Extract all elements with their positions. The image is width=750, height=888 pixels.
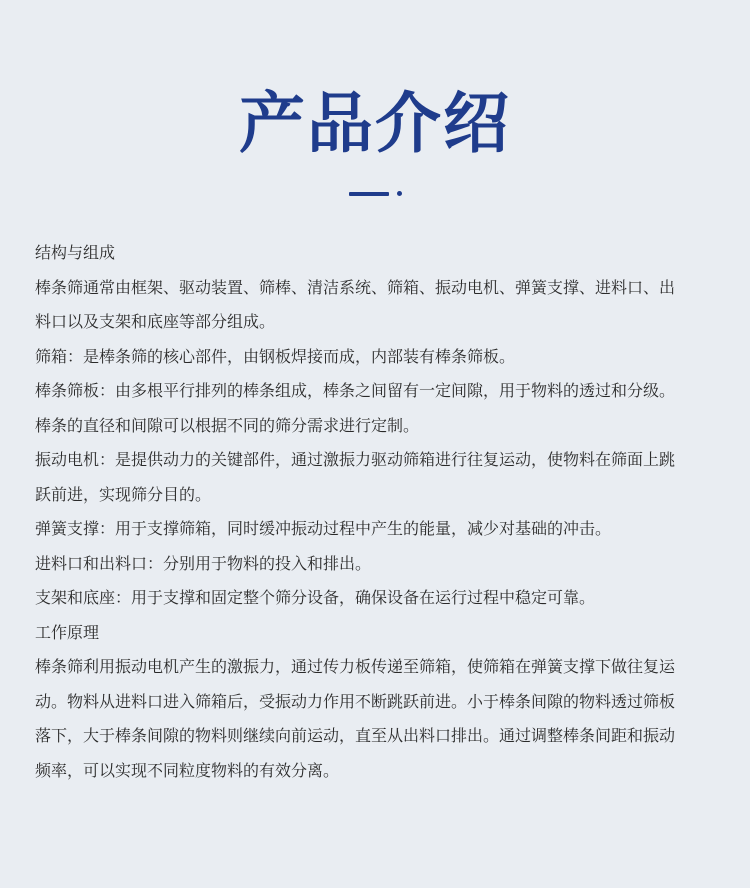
page-title: 产品介绍: [239, 85, 511, 162]
divider-dot: [397, 191, 402, 196]
principle-paragraph-line: 频率，可以实现不同粒度物料的有效分离。: [35, 760, 340, 780]
principle-paragraph-line: 落下，大于棒条间隙的物料则继续向前运动，直至从出料口排出。通过调整棒条间距和振动: [35, 726, 676, 745]
intro-body: [35, 236, 720, 788]
spring-support-text: 弹簧支撑：用于支撑筛箱，同时缓冲振动过程中产生的能量，减少对基础的冲击。: [35, 519, 612, 538]
vibration-motor-text: 跃前进，实现筛分目的。: [35, 484, 212, 504]
screen-box-text: 筛箱：是棒条筛的核心部件，由钢板焊接而成，内部装有棒条筛板。: [35, 346, 516, 366]
inlet-outlet-text: 进料口和出料口：分别用于物料的投入和排出。: [35, 553, 372, 573]
divider-bar: [349, 192, 389, 196]
structure-paragraph-line: 棒条筛通常由框架、驱动装置、筛棒、清洁系统、筛箱、振动电机、弹簧支撑、进料口、出: [35, 277, 676, 297]
principle-paragraph-line: 棒条筛利用振动电机产生的激振力，通过传力板传递至筛箱，使筛箱在弹簧支撑下做往复运: [35, 657, 676, 676]
bar-screen-plate-text: 棒条筛板：由多根平行排列的棒条组成，棒条之间留有一定间隙，用于物料的透过和分级。: [35, 381, 676, 400]
principle-paragraph-line: 动。物料从进料口进入筛箱后，受振动力作用不断跳跃前进。小于棒条间隙的物料透过筛板: [35, 691, 676, 711]
structure-paragraph-line: 料口以及支架和底座等部分组成。: [35, 312, 276, 331]
section-heading-principle: 工作原理: [35, 622, 100, 642]
title-divider: [349, 190, 409, 198]
section-heading-structure: 结构与组成: [35, 243, 116, 262]
frame-base-text: 支架和底座：用于支撑和固定整个筛分设备，确保设备在运行过程中稳定可靠。: [35, 588, 596, 607]
bar-screen-plate-text: 棒条的直径和间隙可以根据不同的筛分需求进行定制。: [35, 415, 420, 435]
vibration-motor-text: 振动电机：是提供动力的关键部件，通过激振力驱动筛箱进行往复运动，使物料在筛面上跳: [35, 450, 676, 469]
